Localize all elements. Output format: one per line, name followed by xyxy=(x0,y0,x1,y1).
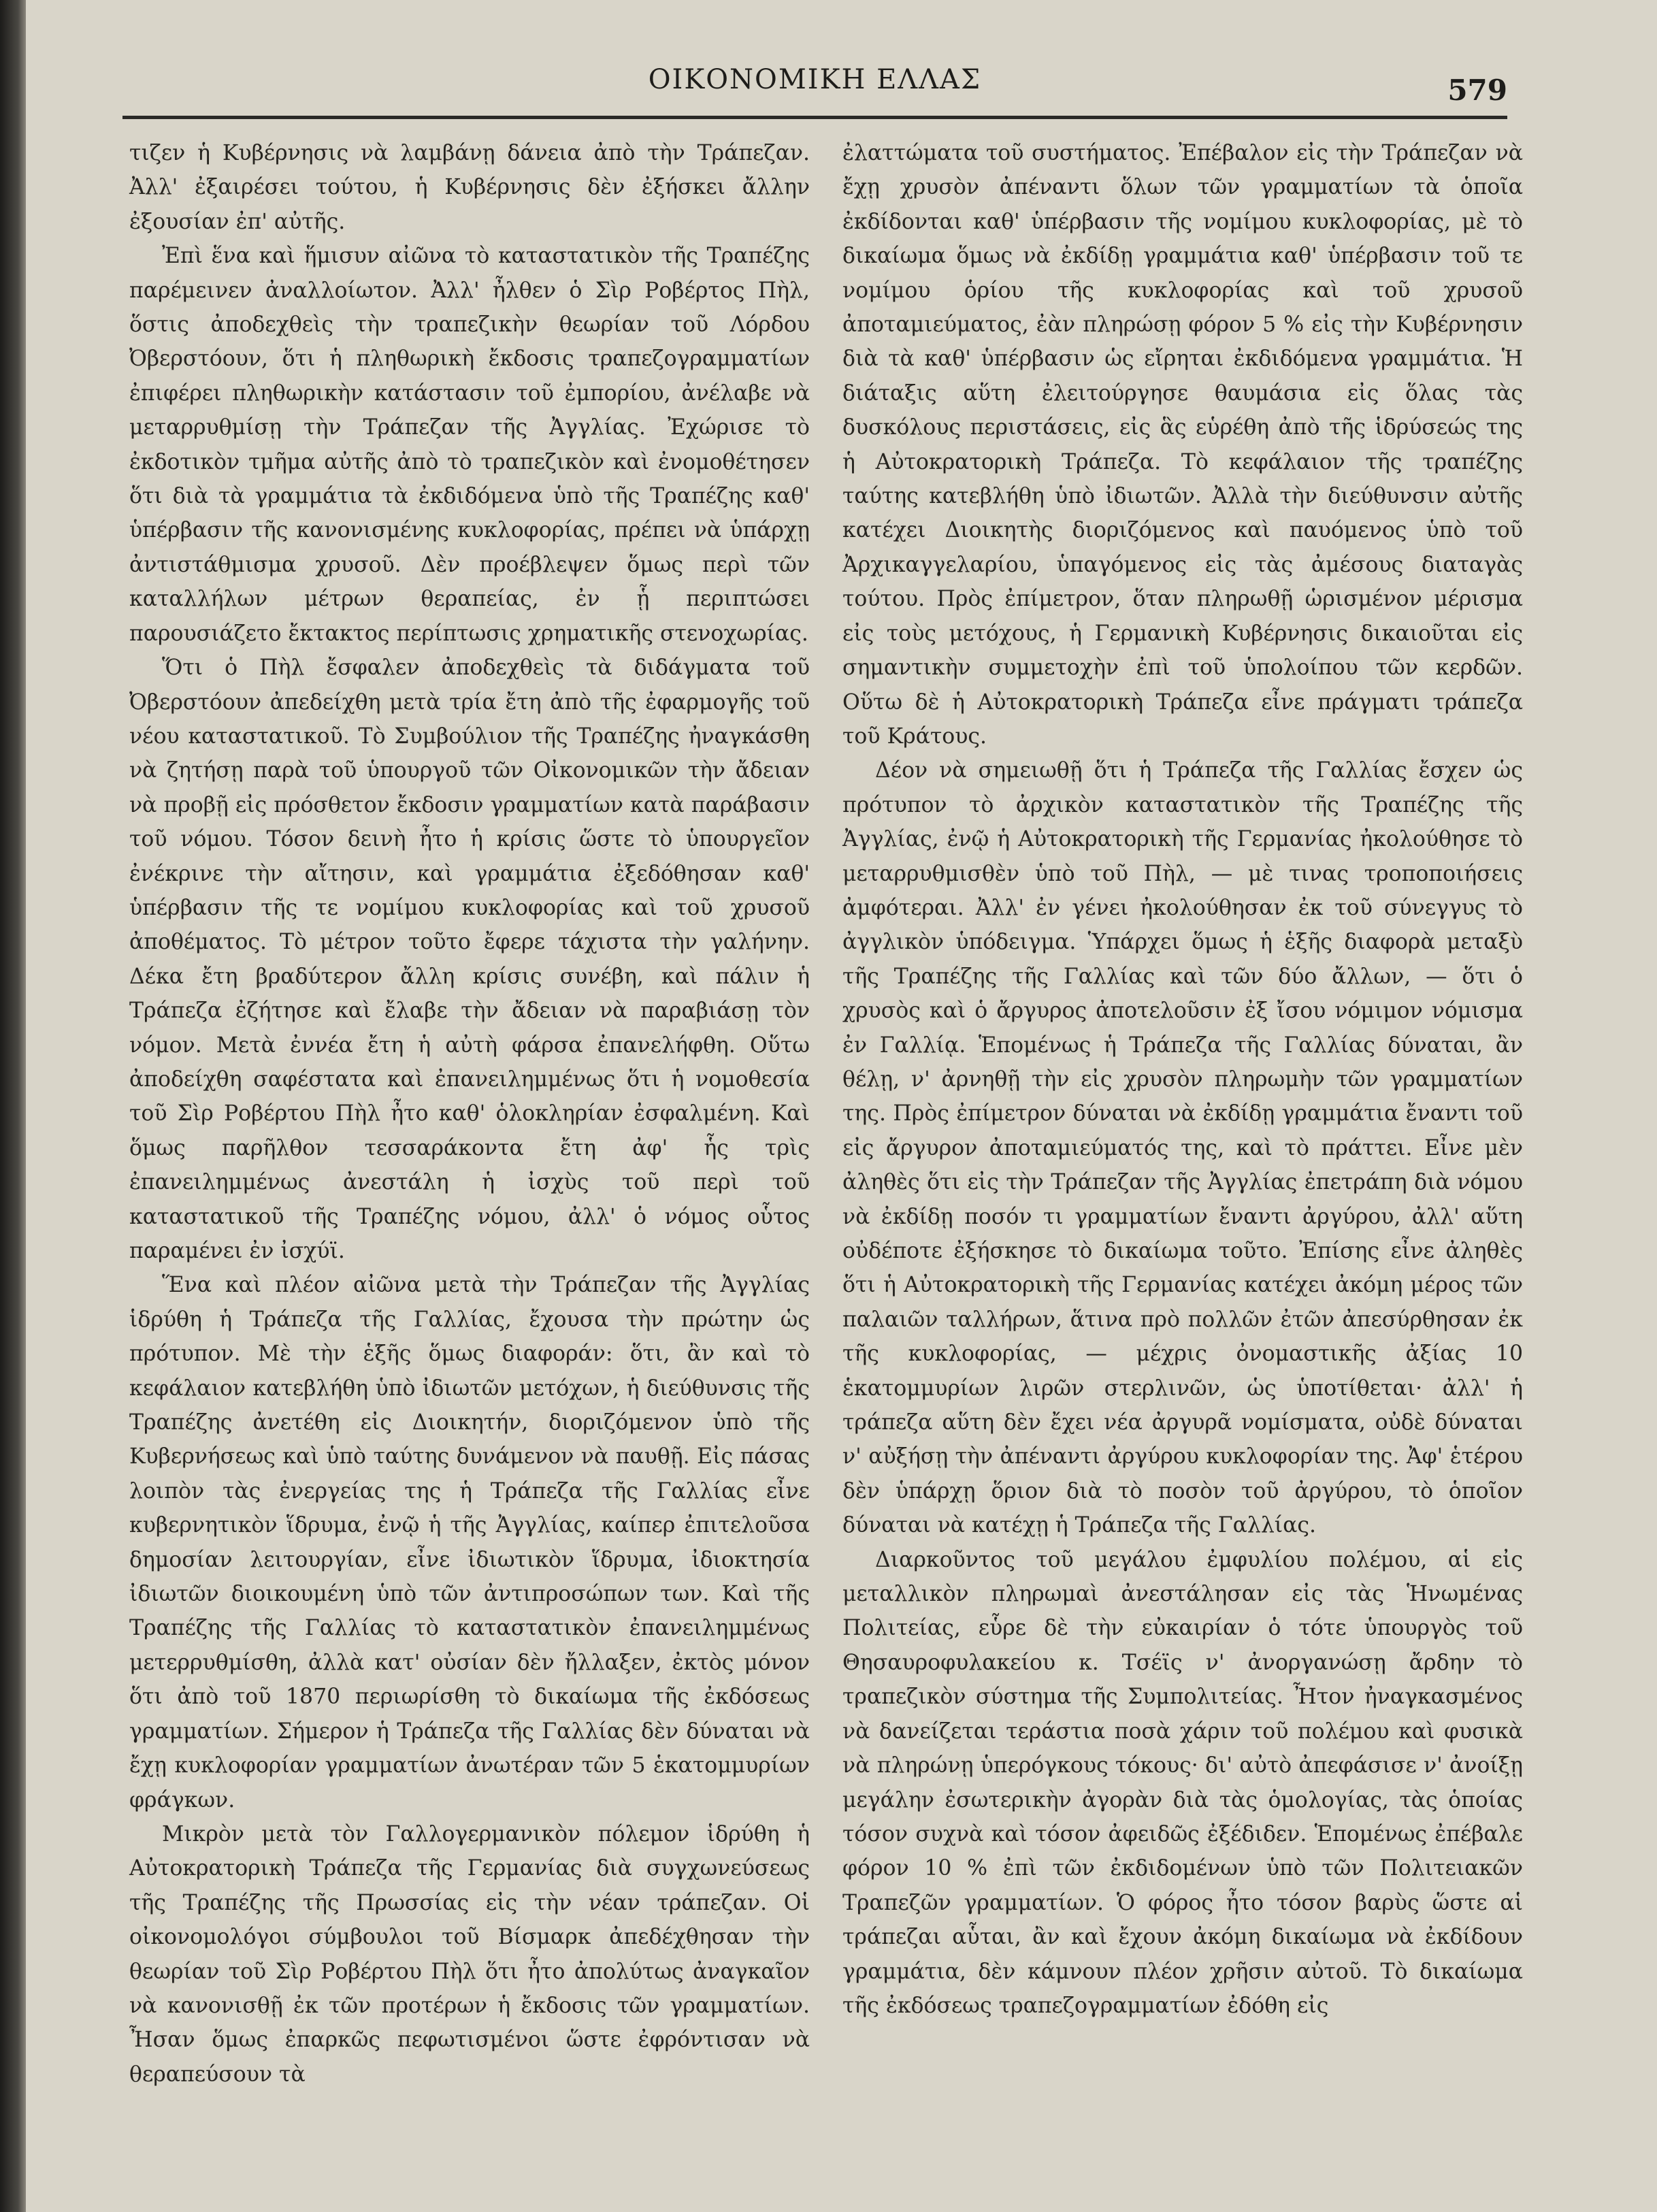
page-header xyxy=(122,60,1507,114)
paragraph: Διαρκοῦντος τοῦ μεγάλου ἐμφυλίου πολέμου, αἱ εἰς μεταλλικὸν πληρωμαὶ ἀνεστάλησαν εἰς τὰς Ἡνωμένας Πολιτείας, εὗρε δὲ τὴν εὐκαιρίαν ὁ τότε ὑπουργὸς τοῦ Θησαυροφυλακείου κ. Τσέϊς ν' ἀνοργανώσῃ ἄρδην τὸ τραπεζικὸν σύστημα τῆς Συμπολιτείας. Ἦτον ἠναγκασμένος νὰ δανείζεται τεράστια ποσὰ χάριν τοῦ πολέμου καὶ φυσικὰ νὰ πληρώνῃ ὑπερόγκους τόκους· δι' αὐτὸ ἀπεφάσισε ν' ἀνοίξῃ μεγάλην ἐσωτερικὴν ἀγορὰν διὰ τὰς ὁμολογίας, τὰς ὁποίας τόσον συχνὰ καὶ τόσον ἀφειδῶς ἐξέδιδεν. Ἑπομένως ἐπέβαλε φόρον 10 % ἐπὶ τῶν ἐκδιδομένων ὑπὸ τῶν Πολιτειακῶν Τραπεζῶν γραμματίων. Ὁ φόρος ἦτο τόσον βαρὺς ὥστε αἱ τράπεζαι αὗται, ἂν καὶ ἔχουν ἀκόμη δικαίωμα νὰ ἐκδίδουν γραμμάτια, δὲν κάμνουν πλέον χρῆσιν αὐτοῦ. Τὸ δικαίωμα τῆς ἐκδόσεως τραπεζογραμματίων ἐδόθη εἰς xyxy=(842,1547,1523,2018)
paragraph: Ἐπὶ ἕνα καὶ ἥμισυν αἰῶνα τὸ καταστατικὸν τῆς Τραπέζης παρέμεινεν ἀναλλοίωτον. Ἀλλ' ἦλθεν ὁ Σὶρ Ροβέρτος Πὴλ, ὅστις ἀποδεχθεὶς τὴν τραπεζικὴν θεωρίαν τοῦ Λόρδου Ὀβερστόουν, ὅτι ἡ πληθωρικὴ ἔκδοσις τραπεζογραμματίων ἐπιφέρει πληθωρικὴν κατάστασιν τοῦ ἐμπορίου, ἀνέλαβε νὰ μεταρρυθμίσῃ τὴν Τράπεζαν τῆς Ἀγγλίας. Ἐχώρισε τὸ ἐκδοτικὸν τμῆμα αὐτῆς ἀπὸ τὸ τραπεζικὸν καὶ ἐνομοθέτησεν ὅτι διὰ τὰ γραμμάτια τὰ ἐκδιδόμενα ὑπὸ τῆς Τραπέζης καθ' ὑπέρβασιν τῆς κανονισμένης κυκλοφορίας, πρέπει νὰ ὑπάρχῃ ἀντιστάθμισμα χρυσοῦ. Δὲν προέβλεψεν ὅμως περὶ τῶν καταλλήλων μέτρων θεραπείας, ἐν ᾗ περιπτώσει παρουσιάζετο ἔκτακτος περίπτωσις χρηματικῆς στενοχωρίας. xyxy=(129,244,810,646)
right-column xyxy=(842,136,1523,2023)
page-number: 579 xyxy=(1447,74,1507,107)
header-rule xyxy=(122,116,1507,119)
paragraph: τιζεν ἡ Κυβέρνησις νὰ λαμβάνῃ δάνεια ἀπὸ τὴν Τράπεζαν. Ἀλλ' ἐξαιρέσει τούτου, ἡ Κυβέρνησις δὲν ἐξήσκει ἄλλην ἐξουσίαν ἐπ' αὐτῆς. xyxy=(129,141,810,234)
paragraph: Ἕνα καὶ πλέον αἰῶνα μετὰ τὴν Τράπεζαν τῆς Ἀγγλίας ἱδρύθη ἡ Τράπεζα τῆς Γαλλίας, ἔχουσα τὴν πρώτην ὡς πρότυπον. Μὲ τὴν ἑξῆς ὅμως διαφοράν: ὅτι, ἂν καὶ τὸ κεφάλαιον κατεβλήθη ὑπὸ ἰδιωτῶν μετόχων, ἡ διεύθυνσις τῆς Τραπέζης ἀνετέθη εἰς Διοικητήν, διοριζόμενον ὑπὸ τῆς Κυβερνήσεως καὶ ὑπὸ ταύτης δυνάμενον νὰ παυθῇ. Εἰς πάσας λοιπὸν τὰς ἐνεργείας της ἡ Τράπεζα τῆς Γαλλίας εἶνε κυβερνητικὸν ἵδρυμα, ἐνῷ ἡ τῆς Ἀγγλίας, καίπερ ἐπιτελοῦσα δημοσίαν λειτουργίαν, εἶνε ἰδιωτικὸν ἵδρυμα, ἰδιοκτησία ἰδιωτῶν διοικουμένη ὑπὸ τῶν ἀντιπροσώπων των. Καὶ τῆς Τραπέζης τῆς Γαλλίας τὸ καταστατικὸν ἐπανειλημμένως μετερρυθμίσθη, ἀλλὰ κατ' οὐσίαν δὲν ἤλλαξεν, ἐκτὸς μόνον ὅτι ἀπὸ τοῦ 1870 περιωρίσθη τὸ δικαίωμα τῆς ἐκδόσεως γραμματίων. Σήμερον ἡ Τράπεζα τῆς Γαλλίας δὲν δύναται νὰ ἔχῃ κυκλοφορίαν γραμματίων ἀνωτέραν τῶν 5 ἑκατομμυρίων φράγκων. xyxy=(129,1273,810,1812)
paragraph: ἐλαττώματα τοῦ συστήματος. Ἐπέβαλον εἰς τὴν Τράπεζαν νὰ ἔχῃ χρυσὸν ἀπέναντι ὅλων τῶν γραμματίων τὰ ὁποῖα ἐκδίδονται καθ' ὑπέρβασιν τῆς νομίμου κυκλοφορίας, μὲ τὸ δικαίωμα ὅμως νὰ ἐκδίδῃ γραμμάτια καθ' ὑπέρβασιν τοῦ τε νομίμου ὁρίου τῆς κυκλοφορίας καὶ τοῦ χρυσοῦ ἀποταμιεύματος, ἐὰν πληρώσῃ φόρον 5 % εἰς τὴν Κυβέρνησιν διὰ τὰ καθ' ὑπέρβασιν ὡς εἴρηται ἐκδιδόμενα γραμμάτια. Ἡ διάταξις αὕτη ἐλειτούργησε θαυμάσια εἰς ὅλας τὰς δυσκόλους περιστάσεις, εἰς ἃς εὑρέθη ἀπὸ τῆς ἱδρύσεώς της ἡ Αὐτοκρατορικὴ Τράπεζα. Τὸ κεφάλαιον τῆς τραπέζης ταύτης κατεβλήθη ὑπὸ ἰδιωτῶν. Ἀλλὰ τὴν διεύθυνσιν αὐτῆς κατέχει Διοικητὴς διοριζόμενος καὶ παυόμενος ὑπὸ τοῦ Ἀρχικαγγελαρίου, ὑπαγόμενος εἰς τὰς ἀμέσους διαταγὰς τούτου. Πρὸς ἐπίμετρον, ὅταν πληρωθῇ ὡρισμένον μέρισμα εἰς τοὺς μετόχους, ἡ Γερμανικὴ Κυβέρνησις δικαιοῦται εἰς σημαντικὴν συμμετοχὴν ἐπὶ τοῦ ὑπολοίπου τῶν κερδῶν. Οὕτω δὲ ἡ Αὐτοκρατορικὴ Τράπεζα εἶνε πράγματι τράπεζα τοῦ Κράτους. xyxy=(842,141,1523,749)
paragraph: Δέον νὰ σημειωθῇ ὅτι ἡ Τράπεζα τῆς Γαλλίας ἔσχεν ὡς πρότυπον τὸ ἀρχικὸν καταστατικὸν τῆς Τραπέζης τῆς Ἀγγλίας, ἐνῷ ἡ Αὐτοκρατορικὴ τῆς Γερμανίας ἠκολούθησε τὸ μεταρρυθμισθὲν ὑπὸ τοῦ Πὴλ, — μὲ τινας τροποποιήσεις ἀμφότεραι. Ἀλλ' ἐν γένει ἠκολούθησαν ἐκ τοῦ σύνεγγυς τὸ ἀγγλικὸν ὑπόδειγμα. Ὑπάρχει ὅμως ἡ ἑξῆς διαφορὰ μεταξὺ τῆς Τραπέζης τῆς Γαλλίας καὶ τῶν δύο ἄλλων, — ὅτι ὁ χρυσὸς καὶ ὁ ἄργυρος ἀποτελοῦσιν ἐξ ἴσου νόμιμον νόμισμα ἐν Γαλλίᾳ. Ἑπομένως ἡ Τράπεζα τῆς Γαλλίας δύναται, ἂν θέλῃ, ν' ἀρνηθῇ τὴν εἰς χρυσὸν πληρωμὴν τῶν γραμματίων της. Πρὸς ἐπίμετρον δύναται νὰ ἐκδίδῃ γραμμάτια ἔναντι τοῦ εἰς ἄργυρον ἀποταμιεύματός της, καὶ τὸ πράττει. Εἶνε μὲν ἀληθὲς ὅτι εἰς τὴν Τράπεζαν τῆς Ἀγγλίας ἐπετράπη διὰ νόμου νὰ ἐκδίδῃ ποσόν τι γραμματίων ἔναντι ἀργύρου, ἀλλ' αὕτη οὐδέποτε ἐξήσκησε τὸ δικαίωμα τοῦτο. Ἐπίσης εἶνε ἀληθὲς ὅτι ἡ Αὐτοκρατορικὴ τῆς Γερμανίας κατέχει ἀκόμη μέρος τῶν παλαιῶν ταλλήρων, ἅτινα πρὸ πολλῶν ἐτῶν ἀπεσύρθησαν ἐκ τῆς κυκλοφορίας, — μέχρις ὀνομαστικῆς ἀξίας 10 ἑκατομμυρίων λιρῶν στερλινῶν, ὡς ὑποτίθεται· ἀλλ' ἡ τράπεζα αὕτη δὲν ἔχει νέα ἀργυρᾶ νομίσματα, οὐδὲ δύναται ν' αὐξήσῃ τὴν ἀπέναντι ἀργύρου κυκλοφορίαν της. Ἀφ' ἑτέρου δὲν ὑπάρχῃ ὅριον διὰ τὸ ποσὸν τοῦ ἀργύρου, τὸ ὁποῖον δύναται νὰ κατέχῃ ἡ Τράπεζα τῆς Γαλλίας. xyxy=(842,758,1523,1538)
paragraph: Μικρὸν μετὰ τὸν Γαλλογερμανικὸν πόλεμον ἱδρύθη ἡ Αὐτοκρατορικὴ Τράπεζα τῆς Γερμανίας διὰ συγχωνεύσεως τῆς Τραπέζης τῆς Πρωσσίας εἰς τὴν νέαν τράπεζαν. Οἱ οἰκονομολόγοι σύμβουλοι τοῦ Βίσμαρκ ἀπεδέχθησαν τὴν θεωρίαν τοῦ Σὶρ Ροβέρτου Πὴλ ὅτι ἦτο ἀπολύτως ἀναγκαῖον νὰ κανονισθῇ ἐκ τῶν προτέρων ἡ ἔκδοσις τῶν γραμματίων. Ἦσαν ὅμως ἐπαρκῶς πεφωτισμένοι ὥστε ἐφρόντισαν νὰ θεραπεύσουν τὰ xyxy=(129,1821,810,2087)
book-spine-shadow xyxy=(0,0,26,2212)
left-column xyxy=(129,136,810,2092)
running-title: ΟΙΚΟΝΟΜΙΚΗ ΕΛΛΑΣ xyxy=(648,64,982,95)
paragraph: Ὅτι ὁ Πὴλ ἔσφαλεν ἀποδεχθεὶς τὰ διδάγματα τοῦ Ὀβερστόουν ἀπεδείχθη μετὰ τρία ἔτη ἀπὸ τῆς ἐφαρμογῆς τοῦ νέου καταστατικοῦ. Τὸ Συμβούλιον τῆς Τραπέζης ἠναγκάσθη νὰ ζητήσῃ παρὰ τοῦ ὑπουργοῦ τῶν Οἰκονομικῶν τὴν ἄδειαν νὰ προβῇ εἰς πρόσθετον ἔκδοσιν γραμματίων κατὰ παράβασιν τοῦ νόμου. Τόσον δεινὴ ἦτο ἡ κρίσις ὥστε τὸ ὑπουργεῖον ἐνέκρινε τὴν αἴτησιν, καὶ γραμμάτια ἐξεδόθησαν καθ' ὑπέρβασιν τῆς τε νομίμου κυκλοφορίας καὶ τοῦ χρυσοῦ ἀποθέματος. Τὸ μέτρον τοῦτο ἔφερε τάχιστα τὴν γαλήνην. Δέκα ἔτη βραδύτερον ἄλλη κρίσις συνέβη, καὶ πάλιν ἡ Τράπεζα ἐζήτησε καὶ ἔλαβε τὴν ἄδειαν νὰ παραβιάσῃ τὸν νόμον. Μετὰ ἐννέα ἔτη ἡ αὐτὴ φάρσα ἐπανελήφθη. Οὕτω ἀποδείχθη σαφέστατα καὶ ἐπανειλημμένως ὅτι ἡ νομοθεσία τοῦ Σὶρ Ροβέρτου Πὴλ ἦτο καθ' ὁλοκληρίαν ἐσφαλμένη. Καὶ ὅμως παρῆλθον τεσσαράκοντα ἔτη ἀφ' ἧς τρὶς ἐπανειλημμένως ἀνεστάλη ἡ ἰσχὺς τοῦ περὶ τοῦ καταστατικοῦ τῆς Τραπέζης νόμου, ἀλλ' ὁ νόμος οὗτος παραμένει ἐν ἰσχύϊ. xyxy=(129,655,810,1263)
